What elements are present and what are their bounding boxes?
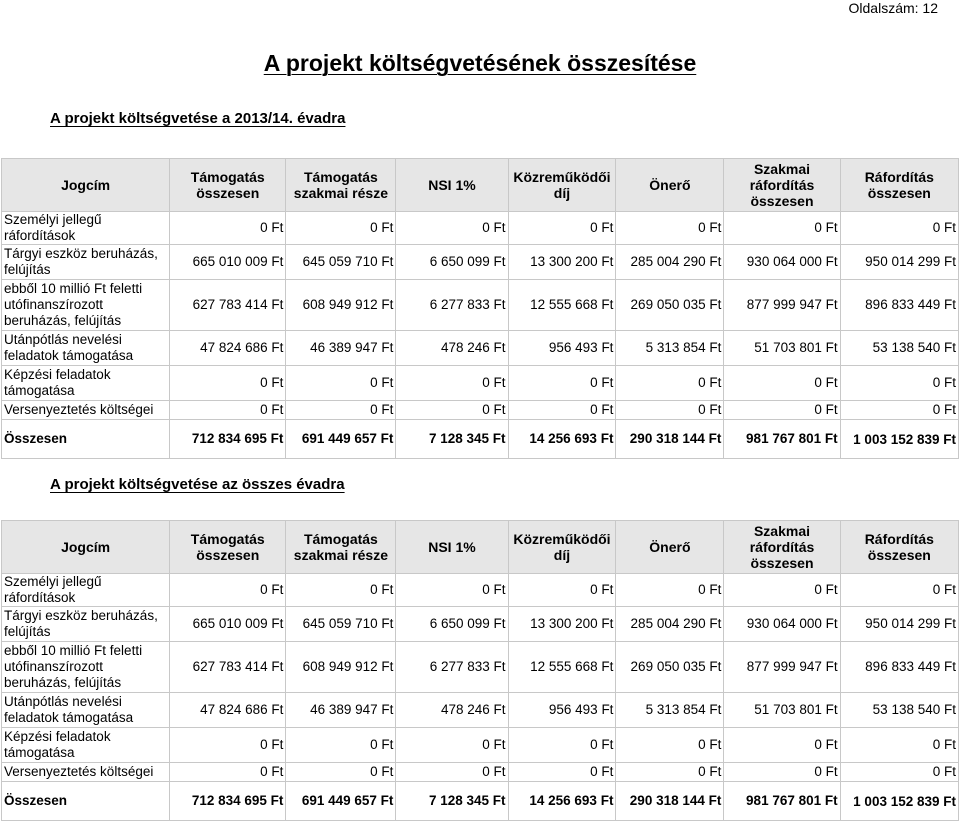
amount-cell: 6 277 833 Ft [396,642,508,693]
table-row [2,728,959,763]
amount-cell: 285 004 290 Ft [616,245,724,280]
amount-cell: 0 Ft [508,763,616,782]
amount-cell: 46 389 947 Ft [286,331,396,366]
amount-cell: 6 650 099 Ft [396,607,508,642]
column-header: Önerő [616,521,724,574]
column-header: Támogatás összesen [170,521,286,574]
section-subtitle-season: A projekt költségvetése a 2013/14. évadra [50,110,346,127]
amount-cell: 930 064 000 Ft [724,607,840,642]
amount-cell: 877 999 947 Ft [724,642,840,693]
amount-cell: 956 493 Ft [508,331,616,366]
amount-cell: 0 Ft [840,728,958,763]
amount-cell: 0 Ft [616,366,724,401]
amount-cell: 0 Ft [170,574,286,607]
row-label: Képzési feladatok támogatása [2,728,170,763]
column-header: Támogatás összesen [170,159,286,212]
amount-cell: 0 Ft [286,212,396,245]
total-amount-cell: 691 449 657 Ft [286,782,396,821]
amount-cell: 0 Ft [286,728,396,763]
total-amount-cell: 14 256 693 Ft [508,420,616,459]
amount-cell: 0 Ft [396,728,508,763]
amount-cell: 6 277 833 Ft [396,280,508,331]
amount-cell: 6 650 099 Ft [396,245,508,280]
amount-cell: 0 Ft [508,401,616,420]
amount-cell: 13 300 200 Ft [508,607,616,642]
amount-cell: 0 Ft [840,401,958,420]
column-header: Szakmai ráfordítás összesen [724,521,840,574]
amount-cell: 0 Ft [840,366,958,401]
total-amount-cell: 1 003 152 839 Ft [840,420,958,459]
table-row [2,642,959,693]
column-header: Jogcím [2,159,170,212]
column-header: Szakmai ráfordítás összesen [724,159,840,212]
row-label: Tárgyi eszköz beruházás, felújítás [2,245,170,280]
row-label: Tárgyi eszköz beruházás, felújítás [2,607,170,642]
amount-cell: 608 949 912 Ft [286,642,396,693]
total-amount-cell: 1 003 152 839 Ft [840,782,958,821]
total-label: Összesen [2,420,170,459]
header-row [2,159,959,212]
table-row [2,245,959,280]
amount-cell: 285 004 290 Ft [616,607,724,642]
amount-cell: 0 Ft [508,366,616,401]
amount-cell: 0 Ft [396,212,508,245]
amount-cell: 47 824 686 Ft [170,693,286,728]
column-header: Közreműködői díj [508,159,616,212]
amount-cell: 0 Ft [616,763,724,782]
total-amount-cell: 7 128 345 Ft [396,420,508,459]
amount-cell: 608 949 912 Ft [286,280,396,331]
column-header: NSI 1% [396,521,508,574]
amount-cell: 46 389 947 Ft [286,693,396,728]
amount-cell: 12 555 668 Ft [508,280,616,331]
section-subtitle-all-seasons: A projekt költségvetése az összes évadra [50,476,345,493]
amount-cell: 0 Ft [170,763,286,782]
amount-cell: 269 050 035 Ft [616,280,724,331]
amount-cell: 0 Ft [724,574,840,607]
amount-cell: 645 059 710 Ft [286,245,396,280]
table-row [2,693,959,728]
column-header: Ráfordítás összesen [840,159,958,212]
row-label: ebből 10 millió Ft feletti utófinanszírozott beruházás, felújítás [2,280,170,331]
amount-cell: 0 Ft [170,401,286,420]
amount-cell: 0 Ft [170,212,286,245]
amount-cell: 0 Ft [286,401,396,420]
row-label: Személyi jellegű ráfordítások [2,574,170,607]
amount-cell: 627 783 414 Ft [170,280,286,331]
amount-cell: 0 Ft [724,728,840,763]
amount-cell: 956 493 Ft [508,693,616,728]
amount-cell: 0 Ft [616,212,724,245]
amount-cell: 13 300 200 Ft [508,245,616,280]
amount-cell: 0 Ft [508,574,616,607]
budget-table-all-seasons [1,520,959,821]
table-row [2,280,959,331]
row-label: Személyi jellegű ráfordítások [2,212,170,245]
amount-cell: 0 Ft [508,728,616,763]
table-row [2,607,959,642]
amount-cell: 53 138 540 Ft [840,693,958,728]
amount-cell: 478 246 Ft [396,331,508,366]
amount-cell: 5 313 854 Ft [616,693,724,728]
amount-cell: 0 Ft [508,212,616,245]
amount-cell: 950 014 299 Ft [840,607,958,642]
amount-cell: 0 Ft [724,212,840,245]
amount-cell: 478 246 Ft [396,693,508,728]
column-header: NSI 1% [396,159,508,212]
amount-cell: 0 Ft [396,763,508,782]
page-title: A projekt költségvetésének összesítése [263,50,697,76]
amount-cell: 0 Ft [396,366,508,401]
amount-cell: 0 Ft [616,728,724,763]
amount-cell: 53 138 540 Ft [840,331,958,366]
amount-cell: 51 703 801 Ft [724,331,840,366]
column-header: Támogatás szakmai része [286,159,396,212]
amount-cell: 51 703 801 Ft [724,693,840,728]
amount-cell: 950 014 299 Ft [840,245,958,280]
amount-cell: 0 Ft [396,401,508,420]
total-amount-cell: 290 318 144 Ft [616,782,724,821]
amount-cell: 627 783 414 Ft [170,642,286,693]
amount-cell: 0 Ft [840,212,958,245]
amount-cell: 665 010 009 Ft [170,607,286,642]
amount-cell: 0 Ft [724,401,840,420]
total-label: Összesen [2,782,170,821]
amount-cell: 0 Ft [616,401,724,420]
total-amount-cell: 712 834 695 Ft [170,782,286,821]
total-amount-cell: 691 449 657 Ft [286,420,396,459]
amount-cell: 896 833 449 Ft [840,642,958,693]
amount-cell: 12 555 668 Ft [508,642,616,693]
amount-cell: 0 Ft [286,763,396,782]
amount-cell: 665 010 009 Ft [170,245,286,280]
table-row [2,366,959,401]
total-amount-cell: 981 767 801 Ft [724,420,840,459]
amount-cell: 0 Ft [840,574,958,607]
amount-cell: 0 Ft [170,728,286,763]
column-header: Jogcím [2,521,170,574]
amount-cell: 47 824 686 Ft [170,331,286,366]
table-row [2,574,959,607]
total-amount-cell: 14 256 693 Ft [508,782,616,821]
amount-cell: 0 Ft [616,574,724,607]
row-label: Képzési feladatok támogatása [2,366,170,401]
column-header: Önerő [616,159,724,212]
column-header: Közreműködői díj [508,521,616,574]
total-amount-cell: 290 318 144 Ft [616,420,724,459]
amount-cell: 269 050 035 Ft [616,642,724,693]
column-header: Ráfordítás összesen [840,521,958,574]
table-row [2,331,959,366]
row-label: Utánpótlás nevelési feladatok támogatása [2,693,170,728]
total-amount-cell: 712 834 695 Ft [170,420,286,459]
total-amount-cell: 7 128 345 Ft [396,782,508,821]
budget-table-season [1,158,959,459]
table-row [2,763,959,782]
row-label: ebből 10 millió Ft feletti utófinanszírozott beruházás, felújítás [2,642,170,693]
total-amount-cell: 981 767 801 Ft [724,782,840,821]
row-label: Versenyeztetés költségei [2,401,170,420]
table-row [2,401,959,420]
amount-cell: 0 Ft [286,574,396,607]
amount-cell: 0 Ft [840,763,958,782]
amount-cell: 0 Ft [286,366,396,401]
row-label: Utánpótlás nevelési feladatok támogatása [2,331,170,366]
total-row [2,420,959,459]
amount-cell: 645 059 710 Ft [286,607,396,642]
total-row [2,782,959,821]
amount-cell: 0 Ft [396,574,508,607]
amount-cell: 0 Ft [724,763,840,782]
amount-cell: 5 313 854 Ft [616,331,724,366]
header-row [2,521,959,574]
amount-cell: 877 999 947 Ft [724,280,840,331]
table-row [2,212,959,245]
row-label: Versenyeztetés költségei [2,763,170,782]
column-header: Támogatás szakmai része [286,521,396,574]
amount-cell: 0 Ft [170,366,286,401]
amount-cell: 930 064 000 Ft [724,245,840,280]
page-number: Oldalszám: 12 [848,0,938,16]
amount-cell: 0 Ft [724,366,840,401]
amount-cell: 896 833 449 Ft [840,280,958,331]
